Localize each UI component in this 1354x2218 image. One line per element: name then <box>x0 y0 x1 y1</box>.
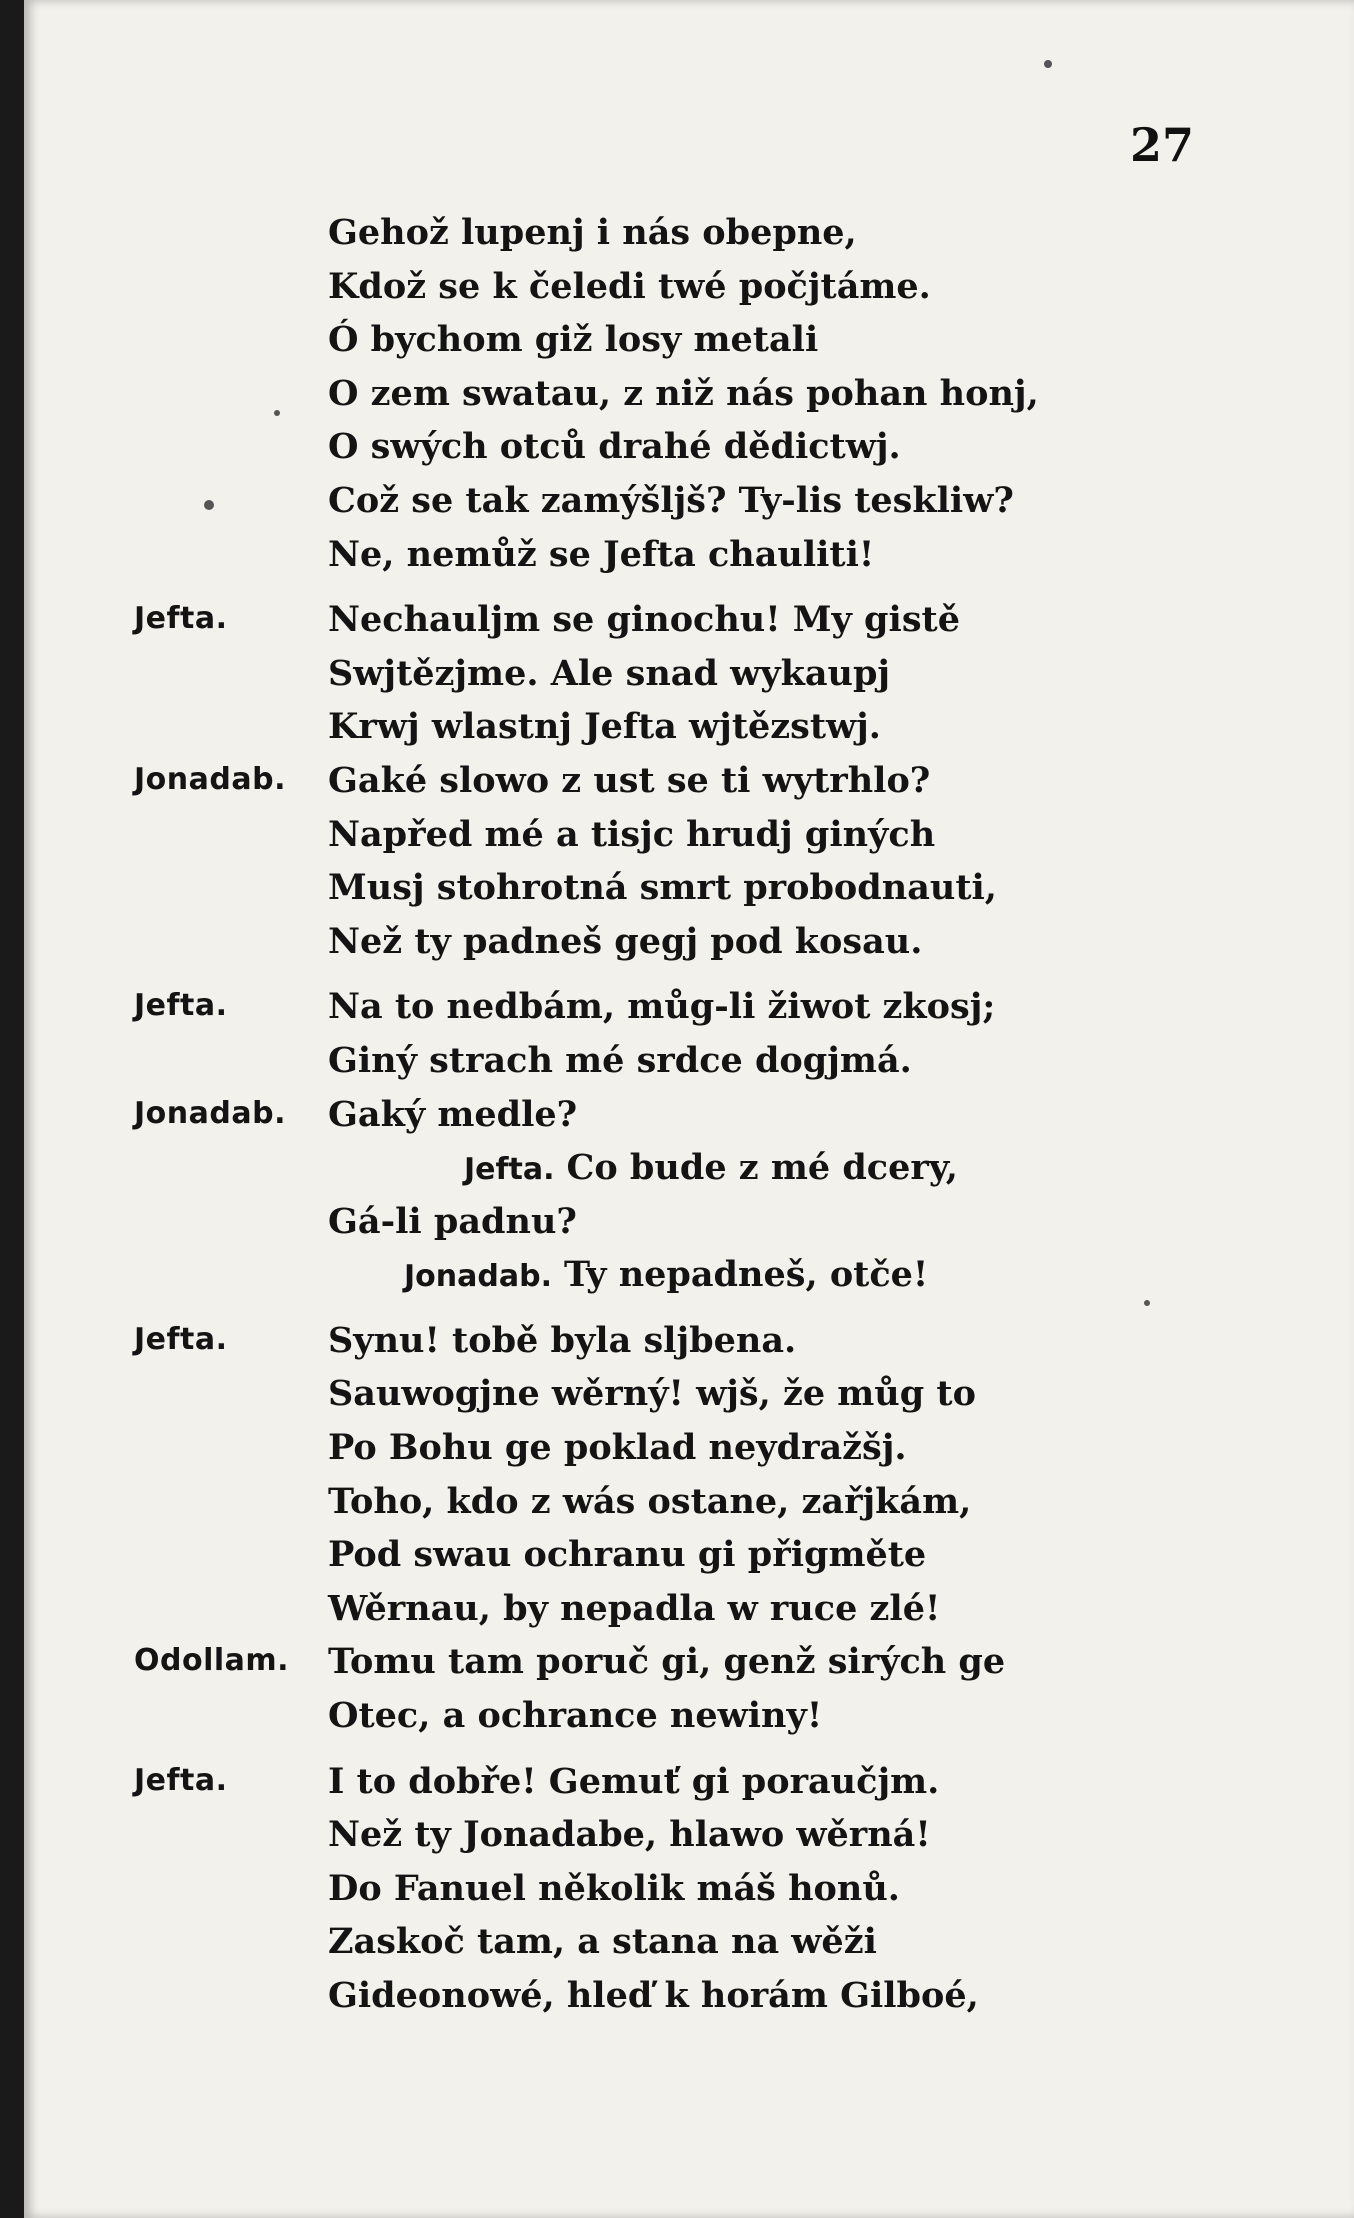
inline-speech <box>464 1147 958 1188</box>
speaker-label: Jefta. <box>134 1762 228 1798</box>
line-text: Zaskoč tam, a stana na wěži <box>328 1921 877 1963</box>
line-text: Musj stohrotná smrt probodnauti, <box>328 867 997 909</box>
inline-speech <box>404 1254 928 1295</box>
verse-line <box>24 1147 1354 1201</box>
line-text: Gehož lupenj i nás obepne, <box>328 212 857 253</box>
verse-line <box>24 1201 1354 1255</box>
verse-line <box>24 599 1354 653</box>
line-text: Což se tak zamýšljš? Ty-lis teskliw? <box>328 479 1014 521</box>
line-text: Po Bohu ge poklad neydražšj. <box>328 1427 907 1469</box>
verse-line <box>24 653 1354 707</box>
line-text: Gaké slowo z ust se ti wytrhlo? <box>328 759 931 801</box>
line-text: Ó bychom giž losy metali <box>328 319 819 361</box>
verse-line <box>24 1427 1354 1481</box>
line-text: Napřed mé a tisjc hrudj giných <box>328 813 936 855</box>
speaker-label: Odollam. <box>134 1643 290 1679</box>
verse-line <box>24 1373 1354 1427</box>
verse-line <box>24 1814 1354 1868</box>
line-text: I to dobře! Gemuť gi poraučjm. <box>328 1760 940 1802</box>
verse-line <box>24 319 1354 373</box>
line-text: Ne, nemůž se Jefta chauliti! <box>328 533 875 575</box>
line-text: Gá-li padnu? <box>328 1200 577 1242</box>
verse-line <box>24 867 1354 921</box>
line-text: Gideonowé, hleď k horám Gilboé, <box>328 1975 979 2016</box>
line-text: Než ty Jonadabe, hlawo wěrná! <box>328 1814 931 1856</box>
verse-line <box>24 212 1354 266</box>
line-text: Wěrnau, by nepadla w ruce zlé! <box>328 1587 941 1629</box>
verse-line <box>24 1588 1354 1642</box>
speaker-label: Jonadab. <box>134 761 286 797</box>
page-number: 27 <box>1129 118 1194 172</box>
line-text: Krwj wlastnj Jefta wjtězstwj. <box>328 706 881 748</box>
line-text: Ty nepadneš, otče! <box>563 1254 929 1296</box>
verse-line <box>24 1040 1354 1094</box>
verse-line <box>24 921 1354 975</box>
verse-line <box>24 1695 1354 1749</box>
line-text: Swjtězjme. Ale snad wykaupj <box>328 652 891 694</box>
line-text: Sauwogjne wěrný! wjš, že můg to <box>328 1373 976 1415</box>
line-text: Pod swau ochranu gi přigměte <box>328 1534 927 1576</box>
verse-line <box>24 760 1354 814</box>
line-text: Nechauljm se ginochu! My gistě <box>328 599 960 641</box>
line-text: O zem swatau, z niž nás pohan honj, <box>328 372 1039 414</box>
verse-line <box>24 986 1354 1040</box>
verse-line <box>24 373 1354 427</box>
line-text: O swých otců drahé dědictwj. <box>328 426 901 468</box>
verse-line <box>24 1868 1354 1922</box>
speaker-label: Jefta. <box>134 601 228 637</box>
binding-edge <box>0 0 24 2218</box>
speaker-label: Jonadab. <box>134 1095 286 1131</box>
speaker-label: Jefta. <box>134 988 228 1024</box>
verse-line <box>24 1534 1354 1588</box>
verse-line <box>24 814 1354 868</box>
line-text: Toho, kdo z wás ostane, zařjkám, <box>328 1480 972 1522</box>
line-text: Kdož se k čeledi twé počjtáme. <box>328 265 931 307</box>
line-text: Co bude z mé dcery, <box>566 1147 958 1189</box>
verse-line <box>24 534 1354 588</box>
verse-line <box>24 706 1354 760</box>
verse-line <box>24 480 1354 534</box>
verse-line <box>24 1921 1354 1975</box>
line-text: Tomu tam poruč gi, genž sirých ge <box>328 1641 1006 1683</box>
verse-line <box>24 1254 1354 1308</box>
line-text: Synu! tobě byla sljbena. <box>328 1319 797 1361</box>
verse-line <box>24 426 1354 480</box>
verse-line <box>24 266 1354 320</box>
book-page <box>24 0 1354 2218</box>
line-text: Než ty padneš gegj pod kosau. <box>328 920 923 962</box>
line-text: Giný strach mé srdce dogjmá. <box>328 1039 912 1081</box>
line-text: Na to nedbám, můg-li žiwot zkosj; <box>328 986 996 1028</box>
verse-line <box>24 1641 1354 1695</box>
speaker-label: Jefta. <box>464 1152 555 1188</box>
speaker-label: Jefta. <box>134 1321 228 1357</box>
verse-line <box>24 1094 1354 1148</box>
verse-line <box>24 1481 1354 1535</box>
verse-line <box>24 1975 1354 2029</box>
verse-line <box>24 1761 1354 1815</box>
ink-speck <box>1044 60 1052 68</box>
speaker-label: Jonadab. <box>404 1259 552 1295</box>
line-text: Do Fanuel několik máš honů. <box>328 1867 900 1909</box>
verse-text <box>24 212 1354 2029</box>
verse-line <box>24 1320 1354 1374</box>
line-text: Otec, a ochrance newiny! <box>328 1695 823 1737</box>
line-text: Gaký medle? <box>328 1093 578 1135</box>
